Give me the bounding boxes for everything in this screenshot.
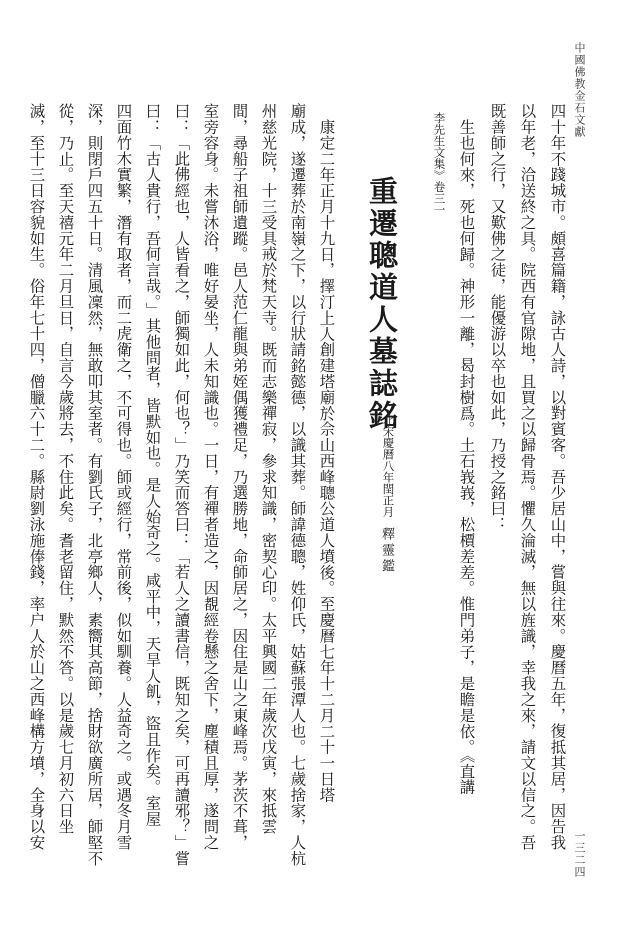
text-column: 曰：「古人貴行，吾何言哉。」其他問者，皆默如也。是人始奇之。咸平中，天旱人飢，盜且作矣。室屋 — [143, 103, 162, 827]
article-author: 釋靈鑑 — [379, 527, 394, 575]
text-column: 室旁容身。未嘗沐浴，唯好晏坐，人未知識也。一日，有禪者造之，因覩經卷懸之舍下，塵積且厚，遂問之 — [201, 103, 220, 851]
text-column: 生也何來，死也何歸。神形一離，曷封樹爲。土石峩峩，松檟差差。惟門弟子，是瞻是依。《直講 — [457, 119, 476, 795]
text-column: 康定二年正月十九日，擇汀上人創建塔廟於佘山西峰聰公道人墳後。至慶曆七年十二月二十一日塔 — [317, 119, 336, 803]
text-column: 深，則閉戶四五十日。清風凜然，無敢叩其室者。有劉氏子，北亭鄉人，素嚮其高節，捨財欲廣所居，師堅不 — [85, 103, 104, 867]
text-column: 滅，至十三日容貌如生。俗年七十四，僧臘六十二。縣尉劉泳施俸錢，率户人於山之西峰構方墳，全身以安 — [27, 103, 46, 851]
text-column: 以年老，洽送終之具。院西有官隙地，且買之以歸骨焉。懼久淪滅，無以旌識，幸我之來，請文以信之。吾 — [518, 103, 537, 851]
text-column: 州慈光院，十三受具戒於梵天寺。既而志樂禪寂，參求知識，密契心印。太平興國二年歲次戊寅，來抵雲 — [259, 103, 278, 835]
page-number: 一三二四 — [573, 830, 586, 878]
text-column: 既善師之行，又歎佛之徒，能優游以卒也如此，乃授之銘曰： — [488, 103, 507, 533]
text-column: 四十年不踐城市。頗喜篇籍，詠古人詩，以對賓客。吾少居山中，嘗與往來。慶曆五年，復抵其居，因告我 — [548, 103, 567, 851]
article-date: 北宋慶曆八年閏正月 — [381, 414, 396, 518]
article-title: 重遷聰道人墓誌銘 — [365, 176, 399, 432]
text-column: 曰：「此佛經也，人皆看之，師獨如此，何也？」乃笑而答曰：「若人之讀書信，既知之矣，可再讀邪？」嘗 — [172, 103, 191, 867]
book-title-header: 中國佛教金石文獻 — [573, 42, 586, 138]
source-citation: 李先生文集》卷三一 — [432, 112, 447, 216]
text-column: 間，尋船子祖師遺蹤。邑人范仁龍與弟姪偶獲禮足，乃選勝地，命師居之，因住是山之東峰焉。茅茨不葺， — [230, 103, 249, 851]
text-column: 四面竹木實繁，潛有取者，而二虎衛之，不可得也。師或經行，常前後，似如馴養。人益奇之。或遇冬月雪 — [114, 103, 133, 851]
text-column: 廟成，遂遷葬於南嶺之下，以行狀請銘懿德，以識其葬。師諱德聰，姓仰氏，姑蘇張潭人也。七歲捨家，人杭 — [288, 103, 307, 867]
text-column: 從，乃止。至天禧元年二月旦日，自言今歲將去，不住此矣。耆老留住，默然不答。以是歲七月初六日坐 — [56, 103, 75, 835]
